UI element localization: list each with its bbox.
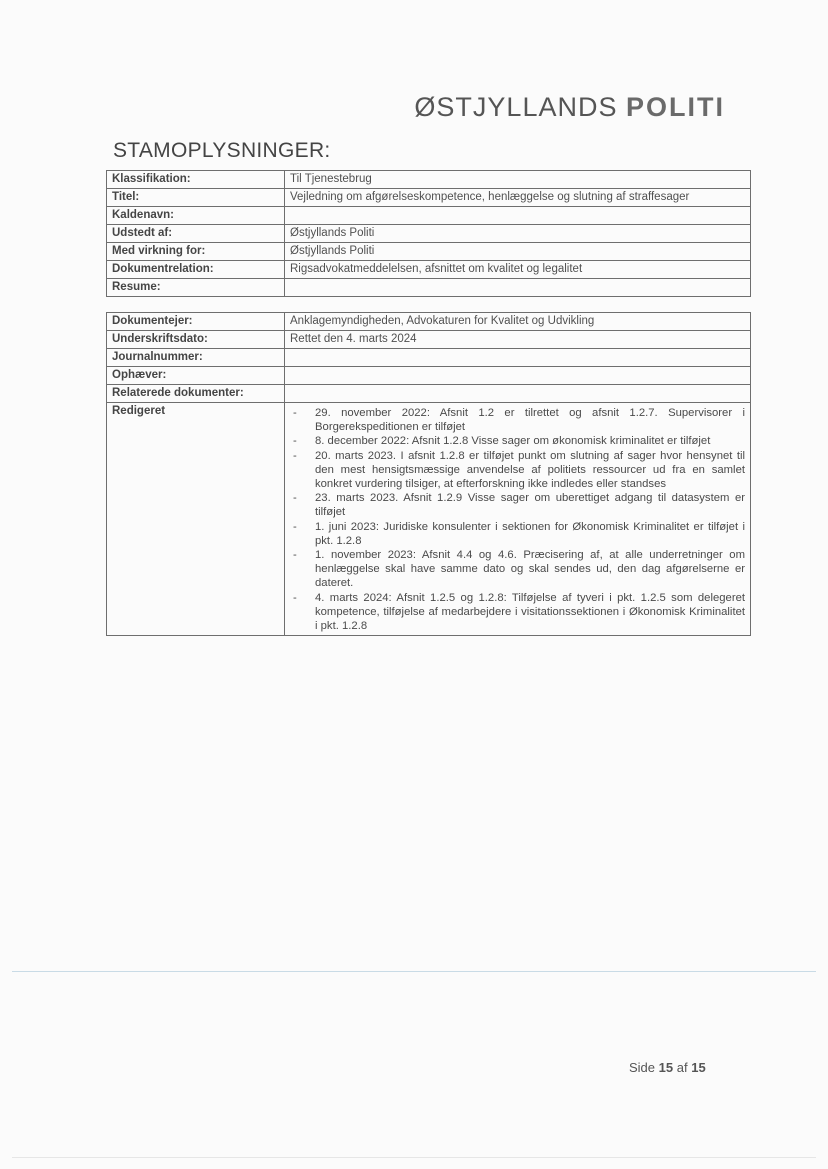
table-row bbox=[107, 207, 751, 225]
field-value bbox=[285, 279, 751, 297]
logo-text-region: ØSTJYLLANDS bbox=[414, 92, 618, 122]
edit-entry-text: 1. november 2023: Afsnit 4.4 og 4.6. Præcisering af, at alle underretninger om henlæggelse skal have samme dato og skal sendes ud, den dag afgørelserne er dateret. bbox=[315, 549, 745, 590]
page-number-mid: af bbox=[676, 1060, 688, 1075]
field-label: Med virkning for: bbox=[107, 243, 285, 261]
logo-text-politi: POLITI bbox=[626, 92, 725, 122]
list-item bbox=[290, 591, 745, 634]
field-value bbox=[285, 367, 751, 385]
bullet-dash: - bbox=[293, 492, 297, 505]
police-logo bbox=[414, 92, 725, 123]
list-item bbox=[290, 548, 745, 591]
list-item bbox=[290, 520, 745, 548]
field-label: Kaldenavn: bbox=[107, 207, 285, 225]
table-row bbox=[107, 313, 751, 331]
edit-entry-text: 4. marts 2024: Afsnit 1.2.5 og 1.2.8: Tilføjelse af tyveri i pkt. 1.2.5 som delegeret kompetence, tilføjelse af medarbejdere i visitationssektionen i Økonomisk Kriminalitet i pkt. 1.2.8 bbox=[315, 591, 745, 633]
field-label: Udstedt af: bbox=[107, 225, 285, 243]
table-row bbox=[107, 279, 751, 297]
edit-history-list bbox=[290, 406, 745, 633]
edit-history-value bbox=[285, 403, 751, 636]
field-value bbox=[285, 349, 751, 367]
field-label: Dokumentejer: bbox=[107, 313, 285, 331]
field-value: Østjyllands Politi bbox=[285, 243, 751, 261]
field-label: Klassifikation: bbox=[107, 171, 285, 189]
list-item bbox=[290, 406, 745, 434]
edit-entry-text: 8. december 2022: Afsnit 1.2.8 Visse sager om økonomisk kriminalitet er tilføjet bbox=[315, 435, 711, 448]
footer-divider bbox=[12, 971, 816, 972]
section-title: STAMOPLYSNINGER: bbox=[113, 139, 331, 162]
bullet-dash: - bbox=[293, 407, 297, 419]
field-value: Til Tjenestebrug bbox=[285, 171, 751, 189]
field-label: Resume: bbox=[107, 279, 285, 297]
table-row bbox=[107, 367, 751, 385]
table-row bbox=[107, 243, 751, 261]
field-value: Rettet den 4. marts 2024 bbox=[285, 331, 751, 349]
edit-entry-text: 29. november 2022: Afsnit 1.2 er tilrettet og afsnit 1.2.7. Supervisorer i Borgerekspeditionen er tilføjet bbox=[315, 407, 745, 434]
table-row-edit-history bbox=[107, 403, 751, 636]
edit-entry-text: 20. marts 2023. I afsnit 1.2.8 er tilføjet punkt om slutning af sager hvor hensynet til den mest hensigtsmæssige anvendelse af politiets ressourcer ud fra en samlet konkret vurdering tilsiger, at efterforskning ikke indledes eller standses bbox=[315, 449, 745, 491]
table-row bbox=[107, 225, 751, 243]
edit-entry-text: 23. marts 2023. Afsnit 1.2.9 Visse sager om uberettiget adgang til datasystem er tilføjet bbox=[315, 492, 745, 519]
field-value: Rigsadvokatmeddelelsen, afsnittet om kvalitet og legalitet bbox=[285, 261, 751, 279]
document-info-table bbox=[106, 312, 751, 636]
page-number-current: 15 bbox=[658, 1060, 674, 1075]
table-row bbox=[107, 171, 751, 189]
field-label: Relaterede dokumenter: bbox=[107, 385, 285, 403]
table-row bbox=[107, 189, 751, 207]
field-value: Østjyllands Politi bbox=[285, 225, 751, 243]
page-number-prefix: Side bbox=[629, 1060, 656, 1075]
field-value: Vejledning om afgørelseskompetence, henlæggelse og slutning af straffesager bbox=[285, 189, 751, 207]
field-label: Dokumentrelation: bbox=[107, 261, 285, 279]
bullet-dash: - bbox=[293, 591, 297, 604]
edit-entry-text: 1. juni 2023: Juridiske konsulenter i sektionen for Økonomisk Kriminalitet er tilføjet i pkt. 1.2.8 bbox=[315, 520, 745, 547]
field-label: Redigeret bbox=[107, 403, 285, 636]
field-label: Journalnummer: bbox=[107, 349, 285, 367]
list-item bbox=[290, 491, 745, 519]
field-label: Titel: bbox=[107, 189, 285, 207]
table-row bbox=[107, 349, 751, 367]
bullet-dash: - bbox=[293, 520, 297, 533]
metadata-table bbox=[106, 170, 751, 297]
field-label: Ophæver: bbox=[107, 367, 285, 385]
bottom-divider bbox=[12, 1157, 816, 1158]
page-number-total: 15 bbox=[691, 1060, 706, 1075]
field-value bbox=[285, 207, 751, 225]
page-number bbox=[629, 1060, 706, 1075]
bullet-dash: - bbox=[293, 435, 297, 448]
table-row bbox=[107, 385, 751, 403]
list-item bbox=[290, 434, 745, 448]
bullet-dash: - bbox=[293, 549, 297, 562]
table-row bbox=[107, 331, 751, 349]
field-label: Underskriftsdato: bbox=[107, 331, 285, 349]
field-value: Anklagemyndigheden, Advokaturen for Kvalitet og Udvikling bbox=[285, 313, 751, 331]
field-value bbox=[285, 385, 751, 403]
table-row bbox=[107, 261, 751, 279]
bullet-dash: - bbox=[293, 449, 297, 462]
list-item bbox=[290, 449, 745, 492]
